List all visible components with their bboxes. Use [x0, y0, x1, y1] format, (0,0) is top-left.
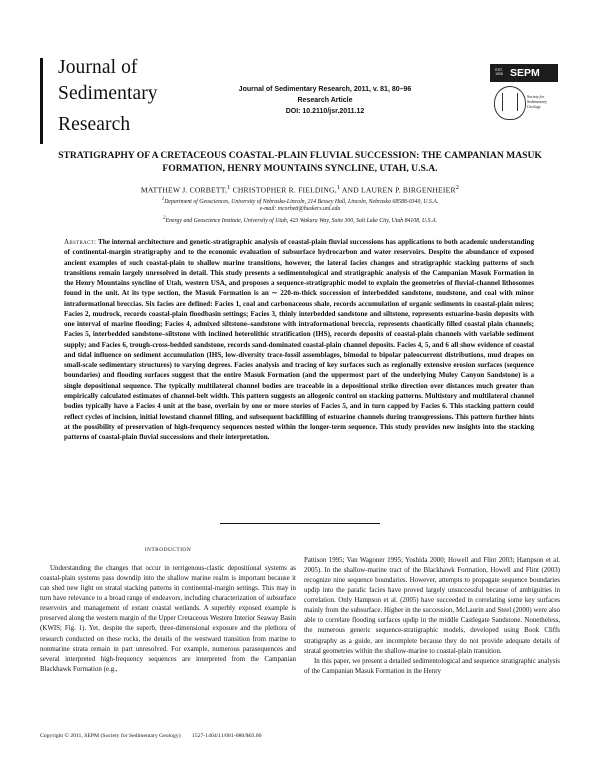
affiliation-2 [30, 215, 570, 225]
body-column-right [304, 555, 560, 676]
author-2: CHRISTOPHER R. FIELDING, [230, 185, 337, 195]
sepm-established: EST. 1926 [495, 68, 503, 76]
author-1: MATTHEW J. CORBETT, [140, 185, 228, 195]
page-footer [40, 732, 262, 740]
abstract-label: Abstract: [64, 238, 97, 246]
journal-logo [40, 56, 175, 148]
sepm-tagline: Society for Sedimentary Geology [527, 94, 547, 109]
abstract [64, 237, 534, 442]
sepm-logo [490, 64, 558, 126]
article-title: STRATIGRAPHY OF A CRETACEOUS COASTAL-PLAIN FLUVIAL SUCCESSION: THE CAMPANIAN MASUK FORMATION, HENRY MOUNTAINS SYNCLINE, UTAH, U.S.A. [58, 150, 542, 174]
affiliation-2-text: Energy and Geoscience Institute, University of Utah, 423 Wakara Way, Suite 300, Salt Lake City, Utah 84108, U.S.A. [165, 217, 437, 224]
intro-paragraph-1-continued: Pattison 1995; Van Wagoner 1995; Yoshida 2000; Howell and Flint 2003; Hampson et al. 2005). In the shallow-marine tract of the Blackhawk Formation, Howell and Flint (2003) recognize nine sequence boundaries. However, attempts to propagate sequence boundaries updip into the paralic facies have proved largely unsuccessful because of ambiguities in correlation. Only Hampson et al. (2005) have succeeded in correlating some key surfaces mainly from the subsurface. Higher in the succession, McLaurin and Steel (2000) were also able to correlate flooding surfaces updip in the middle Castlegate Sandstone. Nonetheless, the numerous generic sequence-stratigraphic models, developed using Book Cliffs stratigraphy as a guide, are incomplete because they do not provide adequate details of stratal geometries within the shallow-marine to coastal-plain transition. [304, 556, 560, 655]
issn: 1527-1404/11/081-080/$03.00 [192, 733, 262, 739]
copyright: Copyright © 2011, SEPM (Society for Sedimentary Geology) [40, 733, 181, 739]
author-and: AND [340, 185, 362, 195]
affiliation-1-text: Department of Geosciences, University of Nebraska-Lincoln, 214 Bessey Hall, Lincoln, Nebraska 68588-0340, U.S.A. [164, 198, 439, 205]
journal-logo-line-1: Journal of [58, 57, 138, 78]
affiliation-1-sup: 1 [161, 197, 165, 202]
body-column-left [40, 545, 296, 674]
intro-paragraph-1: Understanding the changes that occur in terrigenous-clastic depositional systems as coastal-plain systems pass downdip into the shallow marine realm is important because it can shed new light on stratal stacking patterns in continental-margin settings. This may in turn have relevance to a broad range of endeavors, including characterization of subsurface reservoirs and management of extant coastal wetlands. A superbly exposed example is preserved along the western margin of the Upper Cretaceous Western Interior Seaway Basin (KWIS; Fig. 1). Yet, despite the superb, three-dimensional exposure and the plethora of research conducted on these rocks, the details of the westward transition from marine to nonmarine strata remain in part unresolved. For example, numerous parasequences and several interpreted high-frequency sequences are interpreted from the Campanian Blackhawk Formation (e.g., [40, 564, 296, 673]
author-2-sup: 1 [336, 184, 341, 191]
authors [30, 183, 570, 196]
sepm-badge [490, 64, 558, 82]
abstract-text: The internal architecture and genetic-stratigraphic analysis of coastal-plain fluvial successions has applications to both academic understanding of continental-margin stratigraphy and to the economic evaluation of subsurface hydrocarbon and water reservoirs. Despite the abundance of exposed ancient examples of such coastal-plain to shallow marine transitions, however, the lateral facies changes and stratigraphic stacking patterns of such transitions remain largely unresolved in detail. This study presents a sedimentological and stratigraphic analysis of the Campanian Masuk Formation in the Henry Mountains syncline of Utah, western USA, and proposes a sequence-stratigraphic model to explain the geometries of fluvial-channel lithosomes found in the unit. At its type section, the Masuk Formation is an ∼ 220-m-thick succession of interbedded sandstone, mudstone, and coal with minor intraformational breccias. Six facies are defined: Facies 1, coal and carbonaceous shale, records accumulation of organic sediments in coastal-plain mires; Facies 2, mudrock, records coastal-plain floodbasin settings; Facies 3, thinly interbedded sandstone and siltstone, represents estuarine-basin deposits with one interval of marine flooding; Facies 4, admixed siltstone–sandstone with intraformational breccia, represents chaotically filled coastal plain channels; Facies 5, interbedded sandstone–siltstone with inclined heterolithic stratification (IHS), records deposits of coastal-plain channels with variable sediment supply; and Facies 6, trough-cross-bedded sandstone, records sand-dominated coastal-plain channel deposits. Facies 4, 5, and 6 all show evidence of coastal and tidal influence on sediment accumulation (IHS, low-diversity trace-fossil assemblages, bimodal to bipolar paleocurrent distributions, mud drapes on small-scale sedimentary structures) to varying degrees. Facies analysis and tracing of key surfaces such as regionally extensive erosion surfaces (sequence boundaries) and flooding surfaces suggest that the entire Masuk Formation (and the uppermost part of the underlying Muley Canyon Sandstone) is a single depositional sequence. The typically multilateral channel bodies are traceable in a depositional strike direction over distances much greater than empirically calculated estimates of channel-belt width. This pattern suggests an allogenic control on stacking patterns. Multistory and multilateral channel bodies typically have a Facies 4 unit at the base, overlain by one or more stories of Facies 5, and in turn capped by Facies 6. This stacking pattern could reflect cycles of incision, initial lowstand channel filling, and subsequent backfilling of estuarine channels during transgressions. This pattern further hints at the possibility of preservation of high-frequency sequences nested within the longer-term sequence. This study provides new insights into the stacking patterns of coastal-plain fluvial successions and their interpretation. [64, 238, 534, 442]
intro-paragraph-2: In this paper, we present a detailed sedimentological and sequence stratigraphic analysis of the Campanian Masuk Formation in the Henry [304, 656, 560, 675]
author-3-sup: 2 [455, 184, 460, 191]
affiliation-email: e-mail: mcorbett@huskers.unl.edu [259, 206, 341, 212]
citation: Journal of Sedimentary Research, 2011, v. 81, 80–96 [238, 86, 412, 93]
citation-header [190, 84, 460, 117]
author-1-sup: 1 [227, 184, 231, 191]
introduction-heading: INTRODUCTION [144, 547, 192, 553]
doi: DOI: 10.2110/jsr.2011.12 [285, 108, 365, 115]
sepm-emblem-icon [494, 86, 526, 120]
section-divider [220, 523, 380, 524]
sepm-name: SEPM [510, 67, 540, 79]
journal-logo-bar [40, 58, 43, 144]
affiliation-2-sup: 2 [163, 216, 166, 221]
journal-logo-line-3: Research [58, 114, 131, 135]
author-3: LAUREN P. BIRGENHEIER [361, 185, 456, 195]
article-type: Research Article [297, 97, 353, 104]
journal-logo-line-2: Sedimentary [58, 83, 158, 104]
